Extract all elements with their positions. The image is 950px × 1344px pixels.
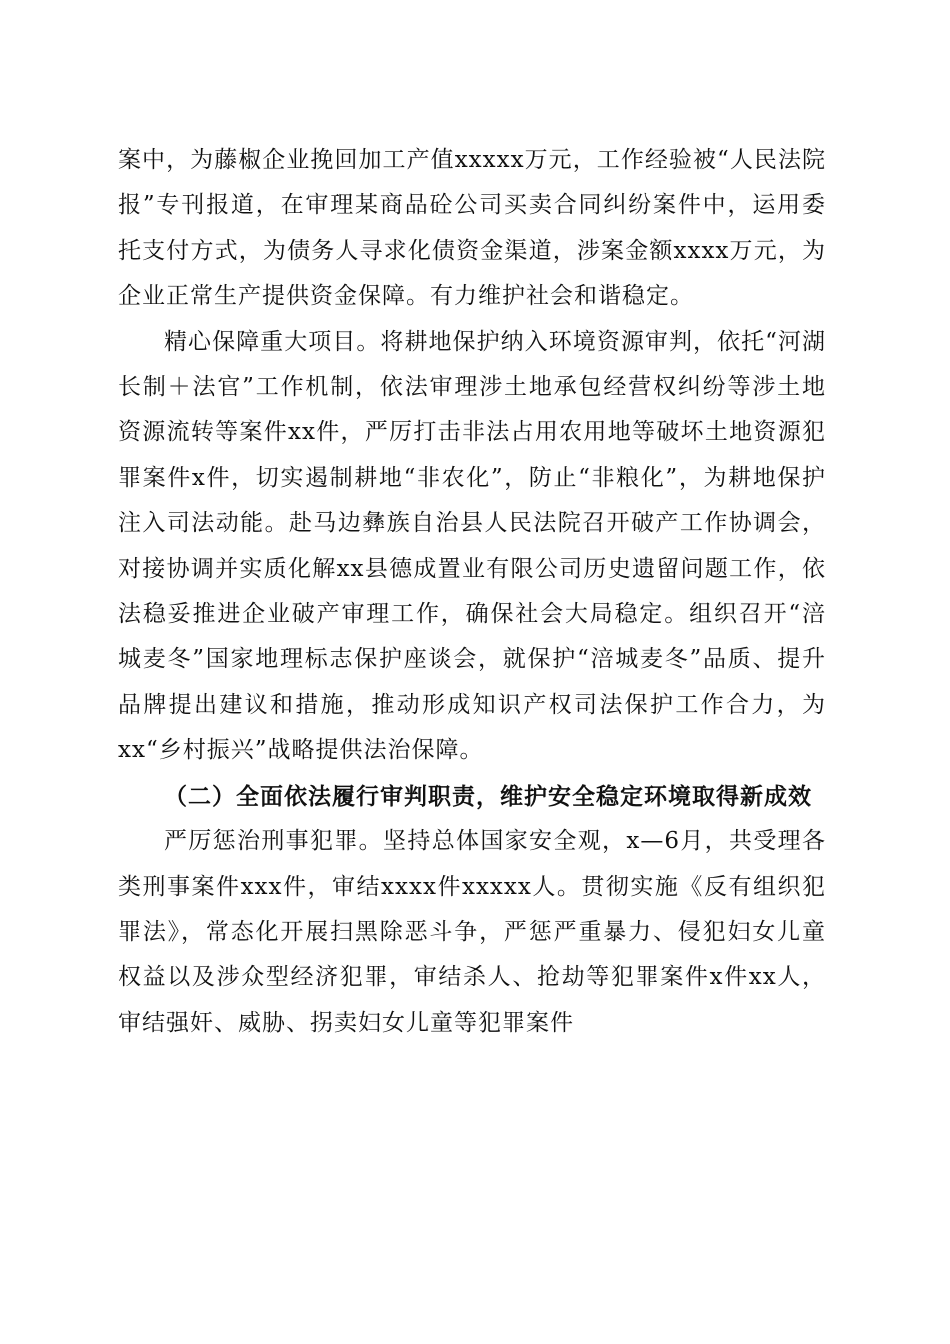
paragraph-major-projects: 精心保障重大项目。将耕地保护纳入环境资源审判，依托“河湖长制＋法官”工作机制，依法审理涉土地承包经营权纠纷等涉土地资源流转等案件xx件，严厉打击非法占用农用地等破坏土地资源犯罪案件x件，切实遏制耕地“非农化”，防止“非粮化”，为耕地保护注入司法动能。赴马边彝族自治县人民法院召开破产工作协调会，对接协调并实质化解xx县德成置业有限公司历史遗留问题工作，依法稳妥推进企业破产审理工作，确保社会大局稳定。组织召开“涪城麦冬”国家地理标志保护座谈会，就保护“涪城麦冬”品质、提升品牌提出建议和措施，推动形成知识产权司法保护工作合力，为xx“乡村振兴”战略提供法治保障。 bbox=[118, 328, 826, 764]
section-heading: （二）全面依法履行审判职责，维护安全稳定环境取得新成效 bbox=[164, 782, 812, 810]
paragraph-criminal-cases: 严厉惩治刑事犯罪。坚持总体国家安全观，x—6月，共受理各类刑事案件xxx件，审结xxxx件xxxxx人。贯彻实施《反有组织犯罪法》，常态化开展扫黑除恶斗争，严惩严重暴力、侵犯妇女儿童权益以及涉众型经济犯罪，审结杀人、抢劫等犯罪案件x件xx人，审结强奸、威胁、拐卖妇女儿童等犯罪案件 bbox=[118, 828, 826, 1036]
paragraph-continuation: 案中，为藤椒企业挽回加工产值xxxxx万元，工作经验被“人民法院报”专刊报道，在审理某商品砼公司买卖合同纠纷案件中，运用委托支付方式，为债务人寻求化债资金渠道，涉案金额xxxx万元，为企业正常生产提供资金保障。有力维护社会和谐稳定。 bbox=[118, 147, 826, 310]
document-body bbox=[118, 138, 826, 1046]
